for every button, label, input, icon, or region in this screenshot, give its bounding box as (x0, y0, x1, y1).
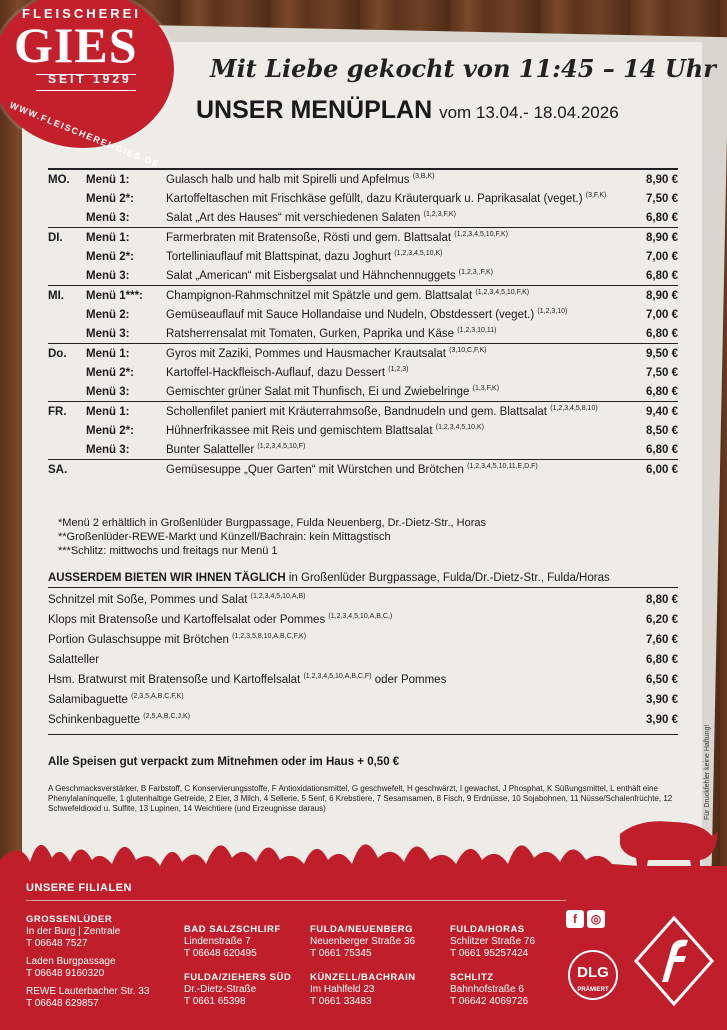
dish-description (166, 347, 626, 361)
dish-text: Farmerbraten mit Bratensoße, Rösti und gem. Blattsalat (166, 232, 452, 244)
dish-description (166, 250, 626, 264)
dish-description (166, 405, 626, 419)
dish-description (166, 463, 626, 477)
price: 7,60 € (646, 634, 678, 646)
heading-bold: AUSSERDEM BIETEN WIR IHNEN TÄGLICH (48, 572, 286, 584)
allergen-codes: (3,F,K) (585, 192, 607, 200)
allergen-codes: (2,3,5,A,B,C,F,K) (131, 693, 184, 701)
branches-title: UNSERE FILIALEN (26, 882, 132, 894)
price: 9,40 € (646, 406, 678, 418)
offer-description (48, 593, 626, 607)
allergen-codes: (1,2,3,4,5,10,K) (435, 424, 484, 432)
allergen-codes: (1,2,3,4,5,10,F) (257, 443, 306, 451)
menu-notes (58, 516, 486, 558)
offer-text: Schinkenbaguette (48, 714, 141, 726)
price: 9,50 € (646, 348, 678, 360)
dish-description (166, 173, 626, 187)
day-label: DI. (48, 232, 63, 244)
social-links (566, 910, 605, 928)
facebook-icon[interactable]: f (566, 910, 584, 928)
branch-phone: T 0661 75345 (310, 948, 372, 959)
logo-line1: FLEISCHEREI (22, 6, 141, 21)
menu-name: Menü 1: (86, 348, 130, 360)
daily-offer-row (48, 610, 678, 630)
menu-row (48, 363, 678, 382)
daily-offers-heading (48, 572, 678, 588)
branch-street: Im Hahlfeld 23 (310, 984, 375, 995)
dish-description (166, 231, 626, 245)
menu-name: Menü 3: (86, 386, 130, 398)
offer-description (48, 653, 626, 667)
allergen-codes: (1,2,3,5,8,10,A,B,C,F,K) (232, 633, 307, 641)
dish-text: Ratsherrensalat mit Tomaten, Gurken, Paprika und Käse (166, 328, 455, 340)
allergen-codes: (1,2,3,4,5,10,A,B) (250, 593, 306, 601)
allergen-codes: (1,2,3,4,5,8,10) (550, 405, 598, 413)
day-block (48, 459, 678, 479)
day-block (48, 168, 678, 227)
dish-description (166, 211, 626, 225)
fleischer-logo-icon (634, 916, 714, 1006)
price: 7,00 € (646, 309, 678, 321)
day-label: Do. (48, 348, 67, 360)
day-block (48, 285, 678, 343)
heading-locations: in Großenlüder Burgpassage, Fulda/Dr.-Dietz-Str., Fulda/Horas (288, 572, 610, 584)
day-block (48, 343, 678, 401)
branch-kuenzell-bachrain (310, 972, 416, 1008)
branch-name: FULDA/HORAS (450, 924, 525, 935)
dish-text: Gulasch halb und halb mit Spirelli und Apfelmus (166, 174, 410, 186)
offer-text: Portion Gulaschsuppe mit Brötchen (48, 634, 229, 646)
menu-name: Menü 1: (86, 174, 130, 186)
price: 6,80 € (646, 328, 678, 340)
dish-text: Salat „Art des Hauses“ mit verschiedenen Salaten (166, 212, 421, 224)
allergen-codes: (1,2,3,,F,K) (458, 269, 494, 277)
dish-text: Gemüsesuppe „Quer Garten“ mit Würstchen und Brötchen (166, 464, 464, 476)
branch-name: GROSSENLÜDER (26, 914, 113, 925)
menu-row (48, 305, 678, 324)
menu-name: Menü 3: (86, 328, 130, 340)
daily-offer-row (48, 690, 678, 710)
menu-name: Menü 2*: (86, 193, 134, 205)
price: 7,50 € (646, 193, 678, 205)
branch-phone: T 0661 95257424 (450, 948, 529, 959)
branch-line: REWE Lauterbacher Str. 33 (26, 986, 150, 997)
price: 6,80 € (646, 270, 678, 282)
dish-text: Schollenfilet paniert mit Kräuterrahmsoße, Bandnudeln und gem. Blattsalat (166, 406, 547, 418)
dlg-text: DLG (577, 964, 609, 981)
divider (26, 900, 566, 901)
menu-title: UNSER MENÜPLAN (196, 96, 433, 124)
branch-street: Bahnhofstraße 6 (450, 984, 524, 995)
menu-row (48, 344, 678, 363)
menu-row (48, 170, 678, 189)
dish-text: Tortelliniauflauf mit Blattspinat, dazu Joghurt (166, 251, 392, 263)
offer-text: Salamibaguette (48, 694, 128, 706)
menu-row (48, 266, 678, 285)
branch-phone: T 0661 33483 (310, 996, 372, 1007)
branch-name: SCHLITZ (450, 972, 494, 983)
menu-row (48, 402, 678, 421)
daily-offer-row (48, 670, 678, 690)
menu-row (48, 324, 678, 343)
menu-row (48, 247, 678, 266)
note: *Menü 2 erhältlich in Großenlüder Burgpassage, Fulda Neuenberg, Dr.-Dietz-Str., Horas (58, 517, 486, 529)
price: 6,80 € (646, 444, 678, 456)
pig-icon (620, 821, 718, 872)
price: 8,80 € (646, 594, 678, 606)
branch-name: KÜNZELL/BACHRAIN (310, 972, 416, 983)
dish-text: Champignon-Rahmschnitzel mit Spätzle und gem. Blattsalat (166, 290, 473, 302)
logo-gies: GIES (14, 17, 138, 73)
branch-name: FULDA/NEUENBERG (310, 924, 414, 935)
offer-text: Klops mit Bratensoße und Kartoffelsalat oder Pommes (48, 614, 326, 626)
price: 6,00 € (646, 464, 678, 476)
menu-name: Menü 2*: (86, 367, 134, 379)
dish-description (166, 424, 626, 438)
price: 6,80 € (646, 654, 678, 666)
branch-name: FULDA/ZIEHERS SÜD (184, 972, 292, 983)
menu-row (48, 421, 678, 440)
day-label: SA. (48, 464, 68, 476)
offer-text: Schnitzel mit Soße, Pommes und Salat (48, 594, 248, 606)
branch-phone: T 0661 65398 (184, 996, 246, 1007)
menu-row (48, 286, 678, 305)
price: 7,00 € (646, 251, 678, 263)
daily-offers (48, 572, 678, 735)
branch-grossenlueder (26, 914, 149, 1010)
menu-name: Menü 3: (86, 270, 130, 282)
offer-text: Salatteller (48, 654, 100, 666)
menu-name: Menü 2*: (86, 251, 134, 263)
logo-url: WWW.FLEISCHEREI-GIES.DE (8, 100, 162, 170)
branch-line: T 06648 7527 (26, 938, 88, 949)
branch-bad-salzschlirf (184, 924, 281, 960)
menu-name: Menü 1***: (86, 290, 143, 302)
page-title (196, 96, 619, 125)
dish-text: Salat „American“ mit Eisbergsalat und Hähnchennuggets (166, 270, 456, 282)
divider (48, 734, 678, 735)
serving-time: Mit Liebe gekocht von 11:45 – 14 Uhr (210, 54, 716, 83)
offer-suffix: oder Pommes (371, 674, 447, 686)
branch-street: Schlitzer Straße 76 (450, 936, 536, 947)
allergen-codes: (1,2,3,4,5,10,A,B,C,F) (303, 673, 372, 681)
day-label: MO. (48, 174, 70, 186)
branch-line: Laden Burgpassage (26, 956, 116, 967)
dish-text: Hühnerfrikassee mit Reis und gemischtem Blattsalat (166, 425, 433, 437)
dlg-subtext: PRÄMIERT (577, 987, 609, 993)
dish-description (166, 289, 626, 303)
allergen-codes: (1,2,3,4,5,10,A,B,C,) (328, 613, 393, 621)
offer-description (48, 693, 626, 707)
allergen-codes: (1,2,3,10,11) (457, 327, 497, 335)
price: 6,20 € (646, 614, 678, 626)
dish-text: Gemischter grüner Salat mit Thunfisch, Ei und Zwiebelringe (166, 386, 470, 398)
branch-phone: T 06642 4069726 (450, 996, 529, 1007)
menu-row (48, 208, 678, 227)
allergen-codes: (1,2,3,4,5,10,K) (394, 250, 443, 258)
day-label: MI. (48, 290, 64, 302)
dish-description (166, 269, 626, 283)
branch-name: BAD SALZSCHLIRF (184, 924, 281, 935)
allergen-codes: (3,10,C,F,K) (449, 347, 487, 355)
daily-offer-row (48, 650, 678, 670)
dish-description (166, 385, 626, 399)
dish-description (166, 308, 626, 322)
menu-row (48, 189, 678, 208)
dish-text: Kartoffel-Hackfleisch-Auflauf, dazu Dessert (166, 367, 386, 379)
dish-text: Kartoffeltaschen mit Frischkäse gefüllt, dazu Kräuterquark u. Paprikasalat (veget.) (166, 193, 583, 205)
daily-offer-row (48, 590, 678, 610)
price: 3,90 € (646, 694, 678, 706)
daily-offer-row (48, 710, 678, 730)
instagram-icon[interactable]: ◎ (587, 910, 605, 928)
menu-name: Menü 2: (86, 309, 130, 321)
allergen-codes: (1,2,3,10) (537, 308, 568, 316)
disclaimer: Für Druckfehler keine Haftung! (704, 724, 711, 820)
dish-description (166, 366, 626, 380)
branch-phone: T 06648 620495 (184, 948, 257, 959)
branch-street: Lindenstraße 7 (184, 936, 251, 947)
branch-line: T 06648 9160320 (26, 968, 105, 979)
allergen-codes: (1,3,F,K) (472, 385, 500, 393)
menu-name: Menü 3: (86, 444, 130, 456)
dish-description (166, 327, 626, 341)
price: 6,50 € (646, 674, 678, 686)
allergen-legend: A Geschmacksverstärker, B Farbstoff, C Konservierungsstoffe, F Antioxidationsmittel, G geschwefelt, H geschwärzt, I gewachst, J Phosphat, K Süßungsmittel, L enthält eine Phenylalaninquelle, 1 glutenhaltige Getreide, 2 Eier, 3 Milch, 4 Sellerie, 5 Senf, 6 Krebstiere, 7 Sesamsamen, 8 Fisch, 9 Erdnüsse, 10 Sojabohnen, 11 Nüsse/Schalenfrüchte, 12 Schwefeldioxid u. Sulfite, 13 Lupinen, 14 Weichtiere (und Erzeugnisse daraus) (48, 784, 673, 813)
allergen-codes: (1,2,3,4,5,10,11,E,D,F) (467, 463, 538, 471)
allergen-codes: (3,B,K) (412, 173, 435, 181)
dlg-award-badge (568, 950, 618, 1000)
price: 8,90 € (646, 174, 678, 186)
menu-name: Menü 3: (86, 212, 130, 224)
daily-offer-row (48, 630, 678, 650)
branch-line: T 06648 629857 (26, 998, 99, 1009)
note: ***Schlitz: mittwochs und freitags nur Menü 1 (58, 545, 278, 557)
menu-row (48, 460, 678, 479)
dish-text: Gyros mit Zaziki, Pommes und Hausmacher Krautsalat (166, 348, 446, 360)
menu-row (48, 228, 678, 247)
allergen-codes: (1,2,3,4,5,10,F,K) (475, 289, 530, 297)
allergen-codes: (1,2,3) (388, 366, 409, 374)
menu-row (48, 382, 678, 401)
allergen-codes: (2,5,A,B,C,J,K) (143, 713, 190, 721)
dish-text: Bunter Salatteller (166, 444, 255, 456)
offer-description (48, 633, 626, 647)
branch-street: Dr.-Dietz-Straße (184, 984, 257, 995)
branch-line: In der Burg | Zentrale (26, 926, 121, 937)
price: 6,80 € (646, 386, 678, 398)
note: **Großenlüder-REWE-Markt und Künzell/Bachrain: kein Mittagstisch (58, 531, 391, 543)
date-range: vom 13.04.- 18.04.2026 (439, 103, 619, 122)
menu-name: Menü 2*: (86, 425, 134, 437)
allergen-codes: (1,2,3,4,5,10,F,K) (454, 231, 508, 239)
takeaway-note: Alle Speisen gut verpackt zum Mitnehmen oder im Haus + 0,50 € (48, 756, 400, 768)
footer-branches (0, 876, 727, 1030)
offer-description (48, 713, 626, 727)
dish-description (166, 192, 626, 206)
logo-since: SEIT 1929 (48, 72, 132, 86)
weekly-menu (48, 168, 678, 479)
branch-fulda-neuenberg (310, 924, 415, 960)
day-block (48, 227, 678, 285)
day-label: FR. (48, 406, 67, 418)
day-block (48, 401, 678, 459)
menu-name: Menü 1: (86, 406, 130, 418)
price: 8,90 € (646, 232, 678, 244)
menu-row (48, 440, 678, 459)
price: 8,90 € (646, 290, 678, 302)
price: 3,90 € (646, 714, 678, 726)
allergen-codes: (1,2,3,F,K) (423, 211, 456, 219)
offer-description (48, 673, 626, 687)
branch-fulda-horas (450, 924, 535, 960)
branch-street: Neuenberger Straße 36 (310, 936, 416, 947)
dish-text: Gemüseauflauf mit Sauce Hollandaise und Nudeln, Obstdessert (veget.) (166, 309, 535, 321)
price: 8,50 € (646, 425, 678, 437)
branch-schlitz (450, 972, 528, 1008)
dish-description (166, 443, 626, 457)
offer-text: Hsm. Bratwurst mit Bratensoße und Kartoffelsalat (48, 674, 301, 686)
offer-description (48, 613, 626, 627)
menu-name: Menü 1: (86, 232, 130, 244)
branch-fulda-ziehers-sued (184, 972, 291, 1008)
price: 7,50 € (646, 367, 678, 379)
logo-divider (36, 90, 136, 91)
price: 6,80 € (646, 212, 678, 224)
